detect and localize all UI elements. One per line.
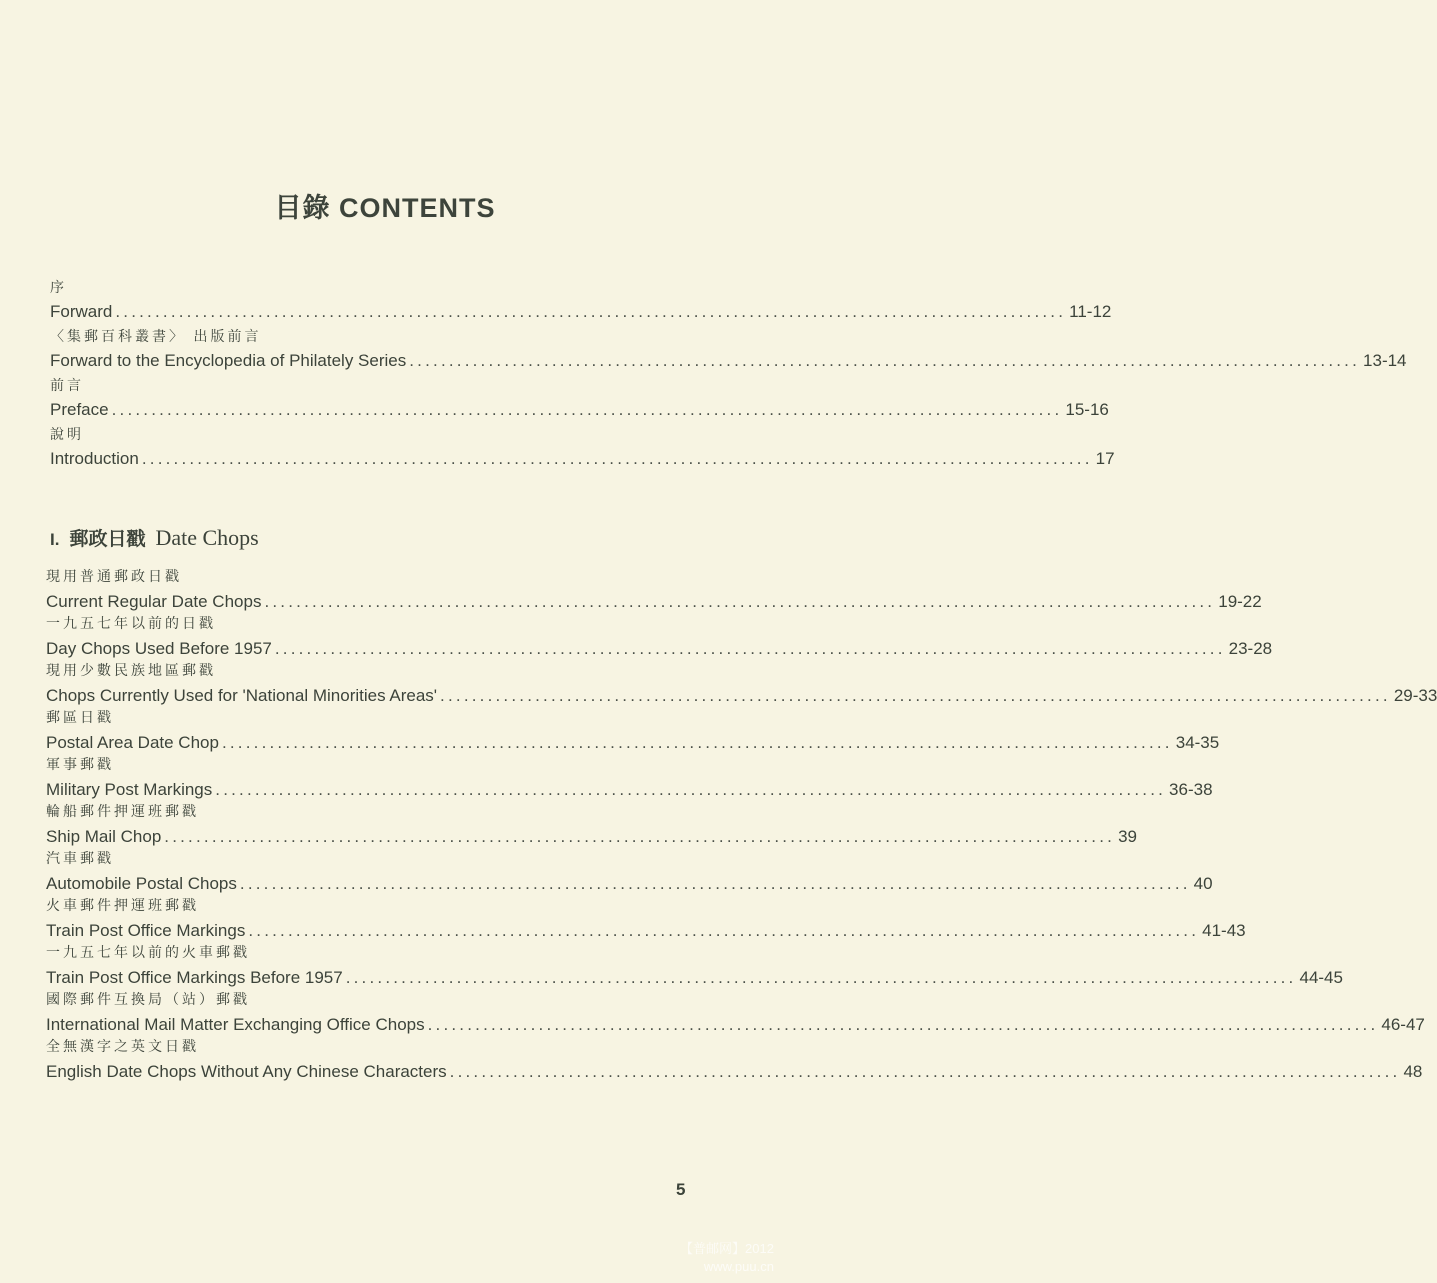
entry-row xyxy=(50,398,1109,422)
dot-leader: ........................................................................................................................ xyxy=(427,1014,1379,1034)
toc-entry xyxy=(46,660,1437,707)
toc-entry xyxy=(50,423,1115,472)
entry-row xyxy=(46,825,1137,849)
entry-page-range: 39 xyxy=(1118,826,1137,846)
entry-page-range: 19-22 xyxy=(1218,591,1262,611)
entry-title-zh: 一九五七年以前的火車郵戳 xyxy=(46,945,250,961)
toc-entry xyxy=(46,895,1246,942)
dot-leader: ........................................................................................................................ xyxy=(440,685,1391,705)
page-number: 5 xyxy=(676,1180,686,1199)
entry-page-range: 34-35 xyxy=(1175,732,1220,752)
entry-row xyxy=(46,731,1220,755)
entry-title-zh: 前言 xyxy=(50,378,84,394)
entry-title-en: Ship Mail Chop xyxy=(46,826,162,846)
page-title: 目錄 CONTENTS xyxy=(274,193,496,223)
entry-row xyxy=(46,778,1213,802)
entry-title-en: Current Regular Date Chops xyxy=(46,591,262,611)
toc-entry xyxy=(46,1036,1423,1083)
entry-page-range: 46-47 xyxy=(1381,1014,1425,1034)
watermark-line2: www.puu.cn xyxy=(703,1259,774,1274)
entry-title-zh: 現用少數民族地區郵戳 xyxy=(46,663,216,679)
watermark xyxy=(680,1240,774,1276)
entry-title-zh: 〈集郵百科叢書〉 出版前言 xyxy=(50,329,262,345)
dot-leader: ........................................................................................................................ xyxy=(215,779,1167,799)
section-number: I. xyxy=(50,530,60,549)
entry-title-en: Chops Currently Used for 'National Minorities Areas' xyxy=(46,685,438,705)
dot-leader: ........................................................................................................................ xyxy=(345,967,1297,987)
entry-title-en: Day Chops Used Before 1957 xyxy=(46,638,272,658)
entry-title-zh: 國際郵件互換局（站）郵戳 xyxy=(46,992,250,1008)
entry-page-range: 44-45 xyxy=(1299,967,1343,987)
dot-leader: ........................................................................................................................ xyxy=(264,591,1216,611)
entry-page-range: 11-12 xyxy=(1069,302,1112,321)
dot-leader: ........................................................................................................................ xyxy=(248,920,1200,940)
entry-page-range: 29-33 xyxy=(1393,685,1437,705)
toc-entry xyxy=(50,325,1407,374)
entry-title-zh: 現用普通郵政日戳 xyxy=(46,569,182,585)
dot-leader: ........................................................................................................................ xyxy=(115,302,1067,321)
entry-row xyxy=(46,1013,1425,1037)
toc-entry xyxy=(46,801,1137,848)
entry-row xyxy=(46,919,1246,943)
entry-page-range: 17 xyxy=(1095,449,1115,468)
entry-title-en: Train Post Office Markings xyxy=(46,920,246,940)
entry-page-range: 36-38 xyxy=(1169,779,1213,799)
entry-page-range: 23-28 xyxy=(1228,638,1273,658)
entry-title-zh: 汽車郵戳 xyxy=(46,851,114,867)
entry-title-en: Forward to the Encyclopedia of Philately Series xyxy=(50,351,407,370)
dot-leader: ........................................................................................................................ xyxy=(409,351,1361,370)
dot-leader: ........................................................................................................................ xyxy=(239,873,1191,893)
entry-title-en: Train Post Office Markings Before 1957 xyxy=(46,967,343,987)
entry-row xyxy=(50,300,1112,324)
entry-title-zh: 火車郵件押運班郵戳 xyxy=(46,898,199,914)
dot-leader: ........................................................................................................................ xyxy=(221,732,1173,752)
entry-title-en: International Mail Matter Exchanging Office Chops xyxy=(46,1014,425,1034)
entry-title-en: Military Post Markings xyxy=(46,779,213,799)
entry-row xyxy=(46,637,1273,661)
dot-leader: ........................................................................................................................ xyxy=(141,449,1093,468)
entry-page-range: 40 xyxy=(1193,873,1213,893)
entry-page-range: 48 xyxy=(1403,1061,1423,1081)
entry-row xyxy=(46,966,1343,990)
entry-title-en: English Date Chops Without Any Chinese Characters xyxy=(46,1061,447,1081)
entry-title-zh: 一九五七年以前的日戳 xyxy=(46,616,216,632)
toc-entry xyxy=(46,989,1425,1036)
toc-entry xyxy=(50,276,1112,325)
entry-row xyxy=(50,447,1115,471)
entry-title-zh: 輪船郵件押運班郵戳 xyxy=(46,804,199,820)
entry-title-en: Automobile Postal Chops xyxy=(46,873,237,893)
entry-row xyxy=(50,349,1407,373)
section-title-en: Date Chops xyxy=(155,525,259,550)
entry-title-en: Forward xyxy=(50,302,113,321)
section-entry-list xyxy=(46,566,1437,1083)
entry-title-zh: 全無漢字之英文日戳 xyxy=(46,1039,199,1055)
entry-title-en: Postal Area Date Chop xyxy=(46,732,219,752)
watermark-line1: 【普邮网】2012 xyxy=(680,1241,774,1256)
entry-title-zh: 序 xyxy=(50,280,67,296)
section-heading xyxy=(50,524,259,551)
dot-leader: ........................................................................................................................ xyxy=(274,638,1226,658)
entry-page-range: 15-16 xyxy=(1065,400,1109,419)
entry-title-en: Preface xyxy=(50,400,109,419)
entry-title-zh: 郵區日戳 xyxy=(46,710,114,726)
toc-entry xyxy=(46,707,1220,754)
dot-leader: ........................................................................................................................ xyxy=(111,400,1063,419)
entry-title-zh: 軍事郵戳 xyxy=(46,757,114,773)
entry-row xyxy=(46,684,1437,708)
entry-page-range: 13-14 xyxy=(1363,351,1407,370)
toc-entry xyxy=(46,942,1343,989)
dot-leader: ........................................................................................................................ xyxy=(164,826,1116,846)
toc-entry xyxy=(46,613,1273,660)
entry-page-range: 41-43 xyxy=(1202,920,1246,940)
toc-entry xyxy=(46,754,1213,801)
entry-row xyxy=(46,872,1213,896)
entry-title-zh: 說明 xyxy=(50,427,84,443)
toc-entry xyxy=(50,374,1109,423)
entry-title-en: Introduction xyxy=(50,449,139,468)
front-matter-list xyxy=(50,276,1407,472)
entry-row xyxy=(46,1060,1423,1084)
toc-entry xyxy=(46,566,1262,613)
entry-row xyxy=(46,590,1262,614)
dot-leader: ........................................................................................................................ xyxy=(449,1061,1401,1081)
section-title-zh: 郵政日戳 xyxy=(69,528,146,550)
toc-entry xyxy=(46,848,1213,895)
